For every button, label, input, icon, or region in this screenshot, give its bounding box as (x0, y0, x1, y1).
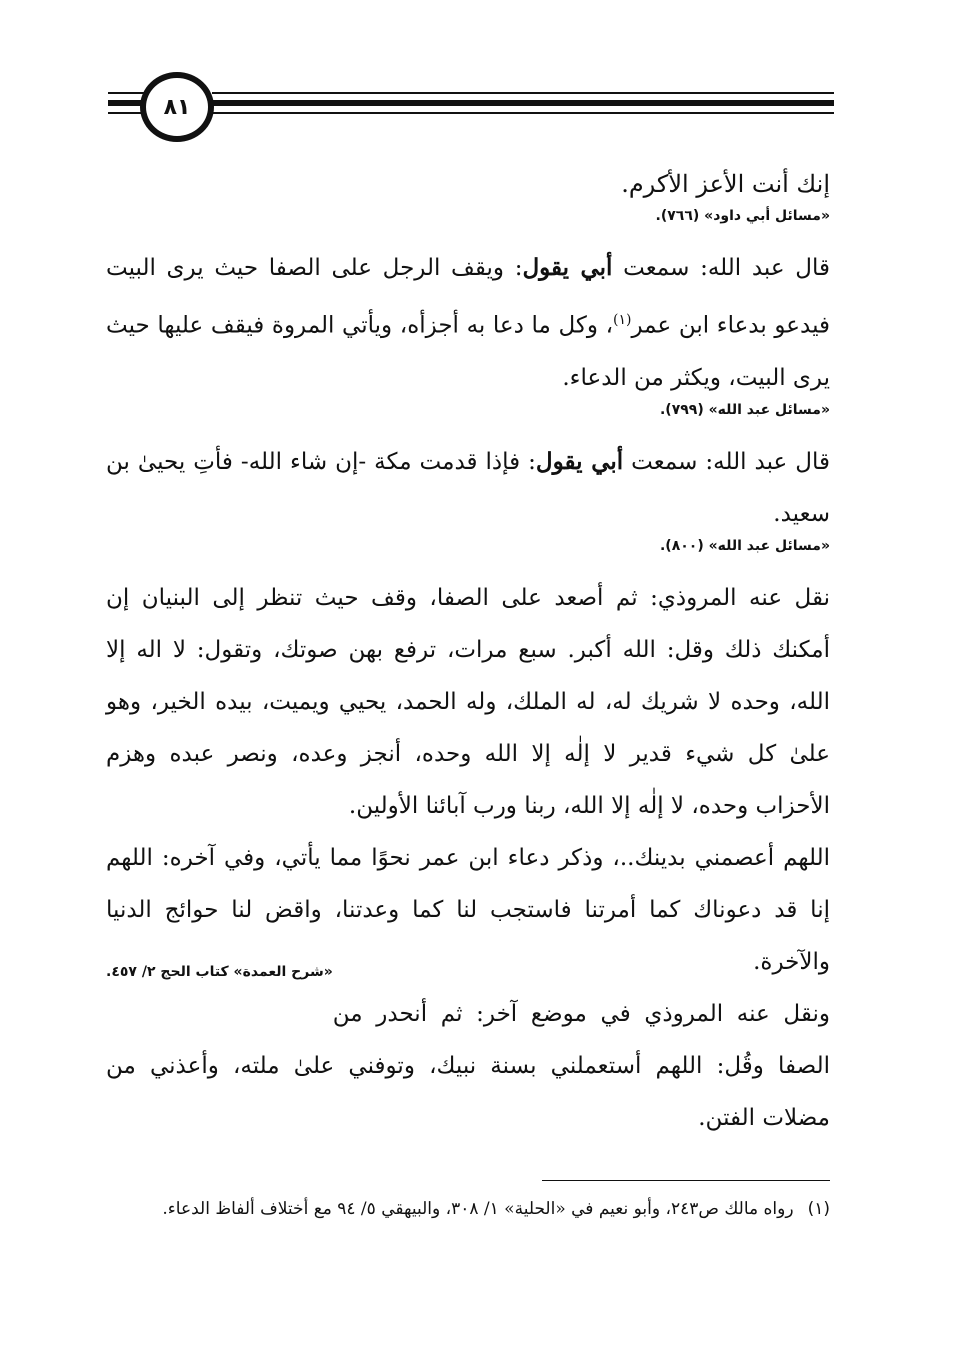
paragraph: نقل عنه المروذي: ثم أصعد على الصفا، وقف حيث تنظر إلى البنيان إن أمكنك ذلك وقل: الله أكبر. سبع مرات، ترفع بهن صوتك، وتقول: لا اله إلا الله، وحده لا شريك له، له الملك، وله الحمد، يحيي ويميت، بيده الخير، وهو علىٰ كل شيء قدير لا إلٰه إلا الله وحده، أنجز وعده، ونصر عبده وهزم الأحزاب وحده، لا إلٰه إلا الله، ربنا ورب آبائنا الأولين. (106, 584, 830, 819)
paragraph (106, 832, 830, 988)
page-body (106, 158, 830, 1144)
paragraph-text: : ويقف الرجل على الصفا حيث يرى البيت فيدعو بدعاء ابن عمر (106, 255, 831, 339)
paragraph (106, 242, 830, 404)
source-citation: «مسائل عبد الله» (٨٠٠). (659, 537, 830, 554)
paragraph-text: : فإذا قدمت مكة -إن شاء الله- فأتِ يحيىٰ بن سعيد. (106, 448, 830, 527)
page-number: ٨١ (140, 72, 214, 142)
source-citation: «مسائل أبي داود» (٧٦٦). (655, 208, 830, 224)
footnote-marker: (١) (613, 312, 632, 328)
paragraph-text: اللهم أعصمني بدينك..، وذكر دعاء ابن عمر نحوًا مما يأتي، وفي آخره: اللهم إنا قد دعوناك كما أمرتنا فاستجب لنا كما وعدتنا، واقض لنا حوائج الدنيا والآخرة. (106, 844, 830, 975)
paragraph: ونقل عنه المروذي في موضع آخر: ثم أنحدر من الصفا وقُل: اللهم أستعملني بسنة نبيك، وتوفني علىٰ ملته، وأعذني من مضلات الفتن. (106, 1000, 830, 1131)
footnote-divider (542, 1180, 830, 1181)
paragraph-bold: أبي يقول (522, 254, 613, 281)
paragraph-text: ، وكل ما دعا به أجزأه، ويأتي المروة فيقف عليها حيث يرى البيت، ويكثر من الدعاء. (106, 312, 830, 391)
paragraph (106, 436, 830, 540)
paragraph-bold: أبي يقول (535, 447, 624, 475)
footnote (106, 1190, 830, 1228)
paragraph-intro: قال عبد الله: سمعت (623, 448, 830, 475)
source-citation: «مسائل عبد الله» (٧٩٩). (659, 401, 830, 418)
header-rule (212, 100, 834, 106)
header-rule (212, 92, 834, 94)
paragraph-intro: قال عبد الله: سمعت (612, 255, 830, 281)
page-header (0, 0, 954, 160)
footnote-number: (١) (807, 1199, 830, 1219)
text-line: إنك أنت الأعز الأكرم. (621, 170, 830, 198)
header-rule (212, 112, 834, 114)
footnote-text: رواه مالك ص٢٤٣، وأبو نعيم في «الحلية» ١/ ٣٠٨، والبيهقي ٥/ ٩٤ مع أختلاف ألفاظ الدعاء. (162, 1199, 794, 1219)
source-citation: «شرح العمدة» كتاب الحج ٢/ ٤٥٧. (106, 963, 333, 980)
